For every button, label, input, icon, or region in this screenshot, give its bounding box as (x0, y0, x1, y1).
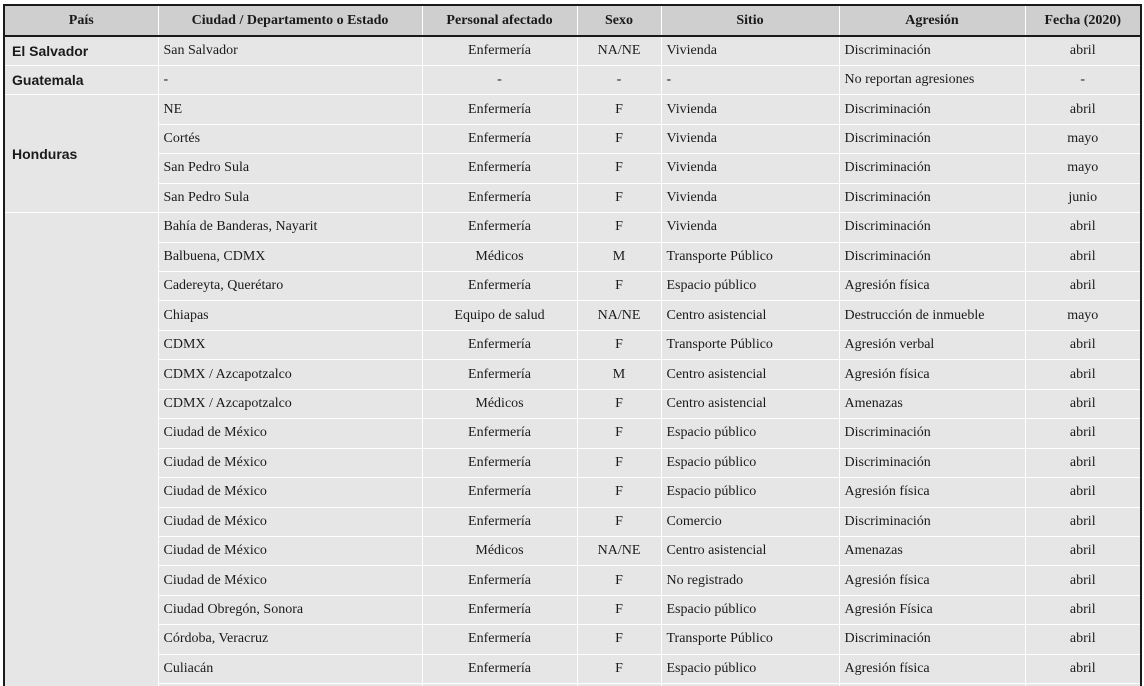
cell-ciudad: Ciudad de México (158, 507, 422, 536)
cell-sitio: Vivienda (661, 124, 839, 153)
header-sexo: Sexo (577, 6, 661, 36)
cell-sexo: F (577, 154, 661, 183)
cell-fecha: mayo (1025, 301, 1140, 330)
cell-ciudad: Culiacán (158, 654, 422, 683)
cell-pais: Honduras (5, 95, 158, 213)
cell-personal: Enfermería (422, 419, 577, 448)
cell-sitio: Espacio público (661, 654, 839, 683)
cell-sexo: F (577, 419, 661, 448)
table-row (5, 36, 1140, 65)
cell-agresion: Discriminación (839, 242, 1025, 271)
cell-agresion: Discriminación (839, 448, 1025, 477)
cell-agresion: Discriminación (839, 95, 1025, 124)
cell-sexo: F (577, 124, 661, 153)
cell-fecha: abril (1025, 242, 1140, 271)
header-agresion: Agresión (839, 6, 1025, 36)
cell-personal: Enfermería (422, 595, 577, 624)
cell-personal: Enfermería (422, 272, 577, 301)
cell-ciudad: CDMX / Azcapotzalco (158, 360, 422, 389)
cell-fecha: mayo (1025, 124, 1140, 153)
cell-personal: Enfermería (422, 625, 577, 654)
cell-ciudad: CDMX (158, 330, 422, 359)
table-row (5, 213, 1140, 242)
cell-sexo: F (577, 595, 661, 624)
cell-sexo: - (577, 65, 661, 94)
cell-fecha: abril (1025, 625, 1140, 654)
cell-sitio: Espacio público (661, 448, 839, 477)
cell-sexo: F (577, 95, 661, 124)
cell-ciudad: Ciudad Obregón, Sonora (158, 595, 422, 624)
table-row (5, 654, 1140, 683)
cell-fecha: abril (1025, 448, 1140, 477)
cell-sitio: Comercio (661, 507, 839, 536)
table-row (5, 183, 1140, 212)
cell-personal: Enfermería (422, 95, 577, 124)
cell-sitio: - (661, 65, 839, 94)
cell-fecha: abril (1025, 272, 1140, 301)
cell-sitio: Vivienda (661, 183, 839, 212)
cell-agresion: No reportan agresiones (839, 65, 1025, 94)
cell-fecha: - (1025, 65, 1140, 94)
cell-agresion: Discriminación (839, 124, 1025, 153)
cell-fecha: abril (1025, 360, 1140, 389)
table-row (5, 301, 1140, 330)
cell-personal: Enfermería (422, 213, 577, 242)
cell-personal: Enfermería (422, 330, 577, 359)
cell-agresion: Agresión física (839, 272, 1025, 301)
cell-ciudad: Ciudad de México (158, 536, 422, 565)
cell-sexo: NA/NE (577, 536, 661, 565)
cell-agresion: Agresión física (839, 654, 1025, 683)
cell-personal: Enfermería (422, 448, 577, 477)
table-row (5, 154, 1140, 183)
cell-personal: Médicos (422, 536, 577, 565)
cell-sexo: F (577, 330, 661, 359)
cell-ciudad: Ciudad de México (158, 478, 422, 507)
cell-fecha: abril (1025, 654, 1140, 683)
cell-sitio: Espacio público (661, 595, 839, 624)
cell-agresion: Agresión verbal (839, 330, 1025, 359)
cell-personal: Enfermería (422, 360, 577, 389)
cell-sitio: Centro asistencial (661, 301, 839, 330)
cell-agresion: Discriminación (839, 36, 1025, 65)
cell-ciudad: Ciudad de México (158, 566, 422, 595)
cell-ciudad: San Pedro Sula (158, 154, 422, 183)
cell-sexo: F (577, 654, 661, 683)
table-row (5, 595, 1140, 624)
cell-sexo: F (577, 507, 661, 536)
cell-agresion: Discriminación (839, 419, 1025, 448)
cell-sitio: Vivienda (661, 154, 839, 183)
cell-personal: Enfermería (422, 36, 577, 65)
cell-fecha: abril (1025, 213, 1140, 242)
cell-agresion: Discriminación (839, 507, 1025, 536)
cell-personal: Enfermería (422, 154, 577, 183)
cell-pais: El Salvador (5, 36, 158, 65)
cell-ciudad: Cadereyta, Querétaro (158, 272, 422, 301)
header-sitio: Sitio (661, 6, 839, 36)
cell-ciudad: Bahía de Banderas, Nayarit (158, 213, 422, 242)
cell-personal: Médicos (422, 389, 577, 418)
cell-fecha: abril (1025, 566, 1140, 595)
cell-personal: Enfermería (422, 478, 577, 507)
cell-ciudad: CDMX / Azcapotzalco (158, 389, 422, 418)
header-row (5, 6, 1140, 36)
cell-sexo: F (577, 448, 661, 477)
cell-ciudad: Córdoba, Veracruz (158, 625, 422, 654)
cell-sitio: Centro asistencial (661, 536, 839, 565)
cell-personal: Enfermería (422, 507, 577, 536)
cell-sitio: No registrado (661, 566, 839, 595)
cell-pais (5, 213, 158, 686)
cell-ciudad: Ciudad de México (158, 419, 422, 448)
cell-ciudad: NE (158, 95, 422, 124)
cell-sexo: F (577, 566, 661, 595)
cell-sexo: M (577, 360, 661, 389)
cell-agresion: Discriminación (839, 183, 1025, 212)
cell-sitio: Espacio público (661, 478, 839, 507)
cell-sexo: NA/NE (577, 36, 661, 65)
cell-agresion: Agresión física (839, 478, 1025, 507)
cell-agresion: Amenazas (839, 536, 1025, 565)
cell-fecha: abril (1025, 36, 1140, 65)
cell-personal: Médicos (422, 242, 577, 271)
cell-sexo: F (577, 183, 661, 212)
cell-ciudad: Ciudad de México (158, 448, 422, 477)
cell-sitio: Vivienda (661, 36, 839, 65)
cell-sexo: F (577, 478, 661, 507)
cell-sitio: Vivienda (661, 95, 839, 124)
cell-personal: - (422, 65, 577, 94)
cell-fecha: abril (1025, 95, 1140, 124)
table-row (5, 536, 1140, 565)
cell-personal: Enfermería (422, 566, 577, 595)
cell-fecha: abril (1025, 389, 1140, 418)
cell-fecha: abril (1025, 595, 1140, 624)
cell-fecha: abril (1025, 419, 1140, 448)
cell-agresion: Discriminación (839, 625, 1025, 654)
cell-fecha: abril (1025, 478, 1140, 507)
cell-ciudad: - (158, 65, 422, 94)
table-row (5, 95, 1140, 124)
cell-agresion: Destrucción de inmueble (839, 301, 1025, 330)
cell-sexo: M (577, 242, 661, 271)
cell-sitio: Espacio público (661, 272, 839, 301)
table-frame (3, 4, 1142, 686)
table-header (5, 6, 1140, 36)
table-row (5, 330, 1140, 359)
table-row (5, 448, 1140, 477)
cell-ciudad: Cortés (158, 124, 422, 153)
cell-personal: Enfermería (422, 124, 577, 153)
cell-ciudad: Balbuena, CDMX (158, 242, 422, 271)
cell-sitio: Espacio público (661, 419, 839, 448)
cell-fecha: abril (1025, 507, 1140, 536)
cell-agresion: Agresión física (839, 566, 1025, 595)
cell-ciudad: San Pedro Sula (158, 183, 422, 212)
table-row (5, 625, 1140, 654)
cell-sitio: Transporte Público (661, 625, 839, 654)
table-row (5, 242, 1140, 271)
cell-ciudad: Chiapas (158, 301, 422, 330)
table-row (5, 124, 1140, 153)
cell-agresion: Amenazas (839, 389, 1025, 418)
cell-sitio: Transporte Público (661, 242, 839, 271)
cell-sexo: F (577, 625, 661, 654)
cell-agresion: Agresión Física (839, 595, 1025, 624)
cell-pais: Guatemala (5, 65, 158, 94)
cell-sexo: F (577, 272, 661, 301)
cell-fecha: abril (1025, 536, 1140, 565)
cell-personal: Enfermería (422, 654, 577, 683)
table-row (5, 272, 1140, 301)
cell-agresion: Discriminación (839, 213, 1025, 242)
cell-personal: Equipo de salud (422, 301, 577, 330)
table-row (5, 419, 1140, 448)
header-personal: Personal afectado (422, 6, 577, 36)
cell-sitio: Vivienda (661, 213, 839, 242)
cell-ciudad: San Salvador (158, 36, 422, 65)
header-pais: País (5, 6, 158, 36)
cell-agresion: Agresión física (839, 360, 1025, 389)
table-row (5, 507, 1140, 536)
table-row (5, 389, 1140, 418)
table-body (5, 36, 1140, 686)
header-ciudad: Ciudad / Departamento o Estado (158, 6, 422, 36)
table-row (5, 478, 1140, 507)
cell-fecha: junio (1025, 183, 1140, 212)
aggressions-table (5, 6, 1140, 686)
table-row (5, 360, 1140, 389)
table-row (5, 65, 1140, 94)
table-row (5, 566, 1140, 595)
cell-sexo: NA/NE (577, 301, 661, 330)
cell-sitio: Centro asistencial (661, 389, 839, 418)
cell-agresion: Discriminación (839, 154, 1025, 183)
cell-sitio: Centro asistencial (661, 360, 839, 389)
cell-fecha: abril (1025, 330, 1140, 359)
cell-sitio: Transporte Público (661, 330, 839, 359)
cell-fecha: mayo (1025, 154, 1140, 183)
header-fecha: Fecha (2020) (1025, 6, 1140, 36)
cell-personal: Enfermería (422, 183, 577, 212)
cell-sexo: F (577, 389, 661, 418)
cell-sexo: F (577, 213, 661, 242)
